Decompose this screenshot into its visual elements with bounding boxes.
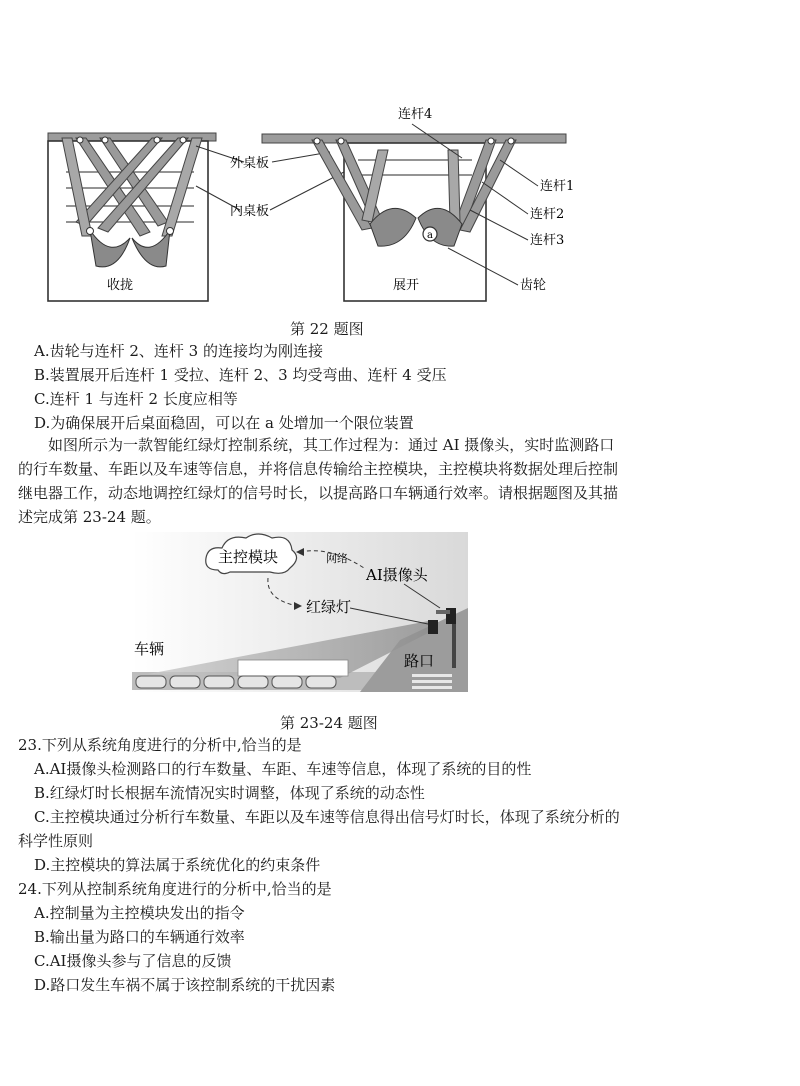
intro-line-2: 的行车数量、车距以及车速等信息，并将信息传输给主控模块，主控模块将数据处理后控制 bbox=[18, 460, 619, 478]
link1-label: 连杆1 bbox=[540, 179, 575, 194]
link2-label: 连杆2 bbox=[530, 207, 565, 222]
folded-label: 收拢 bbox=[106, 278, 134, 293]
network-label: 网络 bbox=[326, 552, 348, 565]
q24-option-a: A.控制量为主控模块发出的指令 bbox=[34, 904, 245, 922]
q24-stem: 24.下列从控制系统角度进行的分析中,恰当的是 bbox=[18, 880, 332, 898]
folded-table-drawing bbox=[48, 133, 216, 301]
controller-label: 主控模块 bbox=[217, 548, 279, 566]
q23-option-c-cont: 科学性原则 bbox=[18, 832, 94, 850]
point-a-label: a bbox=[427, 230, 433, 241]
figure-22-caption: 第 22 题图 bbox=[290, 320, 364, 338]
q24-option-c: C.AI摄像头参与了信息的反馈 bbox=[34, 952, 232, 970]
link3-label: 连杆3 bbox=[530, 233, 565, 248]
q24-option-d: D.路口发生车祸不属于该控制系统的干扰因素 bbox=[34, 976, 336, 994]
intro-line-4: 述完成第 23-24 题。 bbox=[18, 508, 161, 526]
q22-option-b: B.装置展开后连杆 1 受拉、连杆 2、3 均受弯曲、连杆 4 受压 bbox=[34, 366, 447, 384]
link4-label: 连杆4 bbox=[398, 107, 433, 122]
unfolded-table-drawing bbox=[262, 134, 566, 301]
q22-option-d: D.为确保展开后桌面稳固，可以在 a 处增加一个限位装置 bbox=[34, 414, 414, 432]
q23-option-b: B.红绿灯时长根据车流情况实时调整，体现了系统的动态性 bbox=[34, 784, 425, 802]
inner-board-label: 内桌板 bbox=[230, 204, 270, 219]
q23-stem: 23.下列从系统角度进行的分析中,恰当的是 bbox=[18, 736, 302, 754]
q22-option-c: C.连杆 1 与连杆 2 长度应相等 bbox=[34, 390, 238, 408]
figure-23-caption: 第 23-24 题图 bbox=[280, 714, 378, 732]
traffic-light-label: 红绿灯 bbox=[306, 598, 352, 616]
q24-option-b: B.输出量为路口的车辆通行效率 bbox=[34, 928, 245, 946]
camera-label: AI摄像头 bbox=[366, 566, 428, 584]
q22-option-a: A.齿轮与连杆 2、连杆 3 的连接均为刚连接 bbox=[34, 342, 323, 360]
intro-line-3: 继电器工作，动态地调控红绿灯的信号时长，以提高路口车辆通行效率。请根据题图及其描 bbox=[18, 484, 619, 502]
q23-option-d: D.主控模块的算法属于系统优化的约束条件 bbox=[34, 856, 321, 874]
figure-22-diagram bbox=[0, 0, 800, 320]
outer-board-label: 外桌板 bbox=[230, 156, 270, 171]
q23-option-a: A.AI摄像头检测路口的行车数量、车距、车速等信息，体现了系统的目的性 bbox=[34, 760, 532, 778]
intro-line-1: 如图所示为一款智能红绿灯控制系统，其工作过程为：通过 AI 摄像头，实时监测路口 bbox=[48, 436, 615, 454]
unfolded-label: 展开 bbox=[392, 278, 420, 293]
gear-label: 齿轮 bbox=[520, 278, 547, 293]
vehicle-label: 车辆 bbox=[134, 640, 165, 658]
figure-23-diagram bbox=[0, 528, 800, 708]
q23-option-c: C.主控模块通过分析行车数量、车距以及车速等信息得出信号灯时长，体现了系统分析的 bbox=[34, 808, 620, 826]
intersection-label: 路口 bbox=[404, 652, 435, 670]
